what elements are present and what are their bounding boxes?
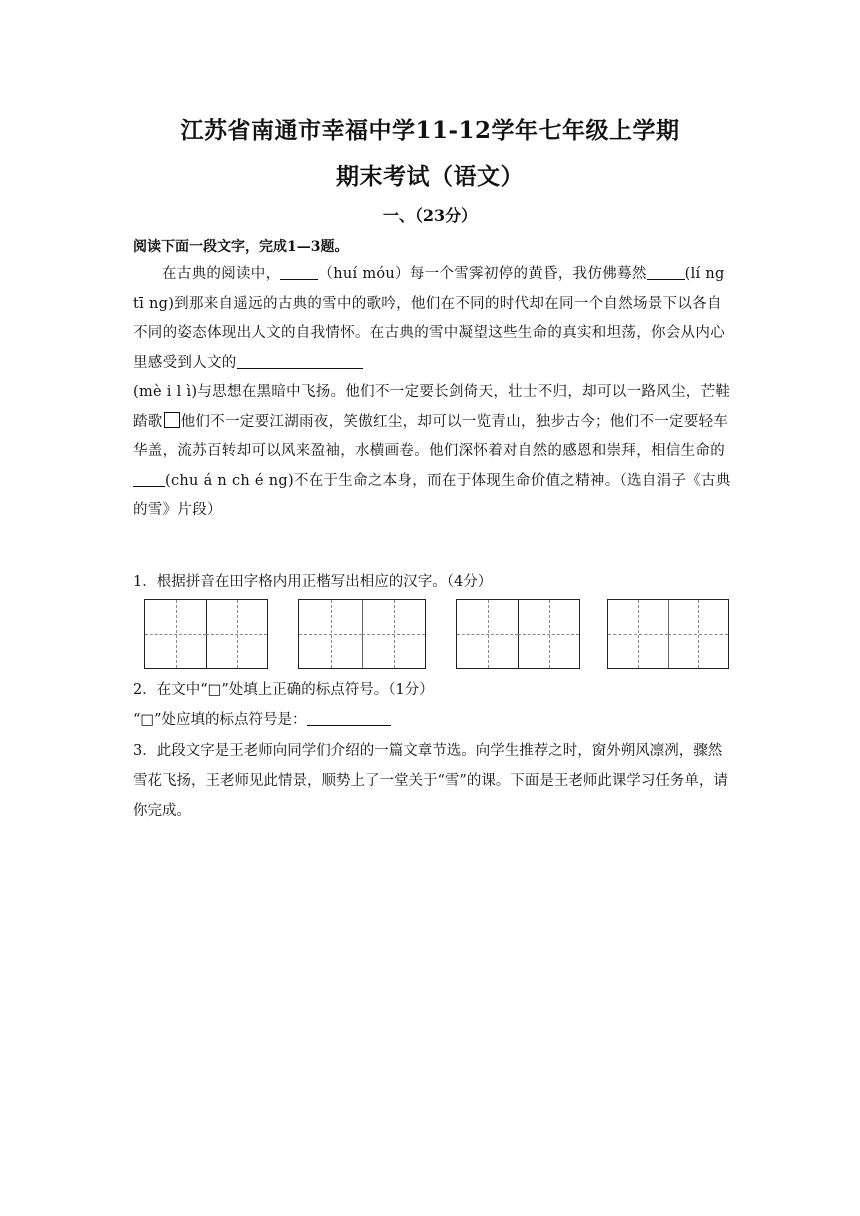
exam-title-line1: 江苏省南通市幸福中学11-12学年七年级上学期 xyxy=(180,117,680,144)
question-1: 1．根据拼音在田字格内用正楷写出相应的汉字。（4分） xyxy=(133,574,493,590)
passage-text: (chu á n ch é ng)不在于生命之本身，而在于体现生命价值之精神。（选自涓子《古典的雪》片段） xyxy=(133,472,731,518)
tianzige-grids xyxy=(0,599,860,671)
answer-blank[interactable] xyxy=(280,263,318,280)
question-3: 3．此段文字是王老师向同学们介绍的一篇文章节选。向学生推荐之时，窗外朔风凛冽，骤然雪花飞扬，王老师见此情景，顺势上了一堂关于“雪”的课。下面是王老师此课学习任务单，请你完成。 xyxy=(133,743,728,819)
answer-blank[interactable] xyxy=(133,470,165,487)
answer-blank[interactable] xyxy=(237,352,363,369)
question-2: 2．在文中“□”处填上正确的标点符号。（1分） xyxy=(133,682,434,698)
passage-paragraph-1 xyxy=(133,260,733,378)
section-heading: 一、（23分） xyxy=(382,206,478,225)
punctuation-box[interactable] xyxy=(164,412,180,428)
tianzige-box[interactable] xyxy=(298,599,426,669)
tianzige-box[interactable] xyxy=(607,599,729,669)
answer-label: “□”处应填的标点符号是： xyxy=(133,712,307,728)
reading-instruction: 阅读下面一段文字，完成1—3题。 xyxy=(133,239,349,255)
answer-blank[interactable] xyxy=(307,709,391,726)
passage-text: 他们不一定要江湖雨夜，笑傲红尘，却可以一览青山，独步古今；他们不一定要轻车华盖，流苏百转却可以风来盈袖，水横画卷。他们深怀着对自然的感恩和崇拜，相信生命的 xyxy=(133,413,729,459)
passage-text: (lí ng tī ng)到那来自遥远的古典的雪中的歌吟，他们在不同的时代却在同一个自然场景下以各自不同的姿态体现出人文的自我情怀。在古典的雪中凝望这些生命的真实和坦荡，你会从内心里感受到人文的 xyxy=(133,266,725,371)
passage-paragraph-2 xyxy=(133,378,733,526)
exam-title-line2: 期末考试（语文） xyxy=(336,163,524,190)
passage-text: 在古典的阅读中， xyxy=(162,266,281,282)
passage-text: (mè i l ì)与思想在黑暗中飞扬。他们不一定要长剑倚天，壮士不归，却可以一路风尘，芒鞋踏歌 xyxy=(133,384,731,430)
question-2-answer-line xyxy=(133,706,391,736)
tianzige-box[interactable] xyxy=(144,599,268,669)
passage-text: （huí móu）每一个雪霁初停的黄昏，我仿佛蓦然 xyxy=(318,266,647,282)
answer-blank[interactable] xyxy=(647,263,685,280)
tianzige-box[interactable] xyxy=(456,599,580,669)
reading-passage xyxy=(133,260,733,526)
